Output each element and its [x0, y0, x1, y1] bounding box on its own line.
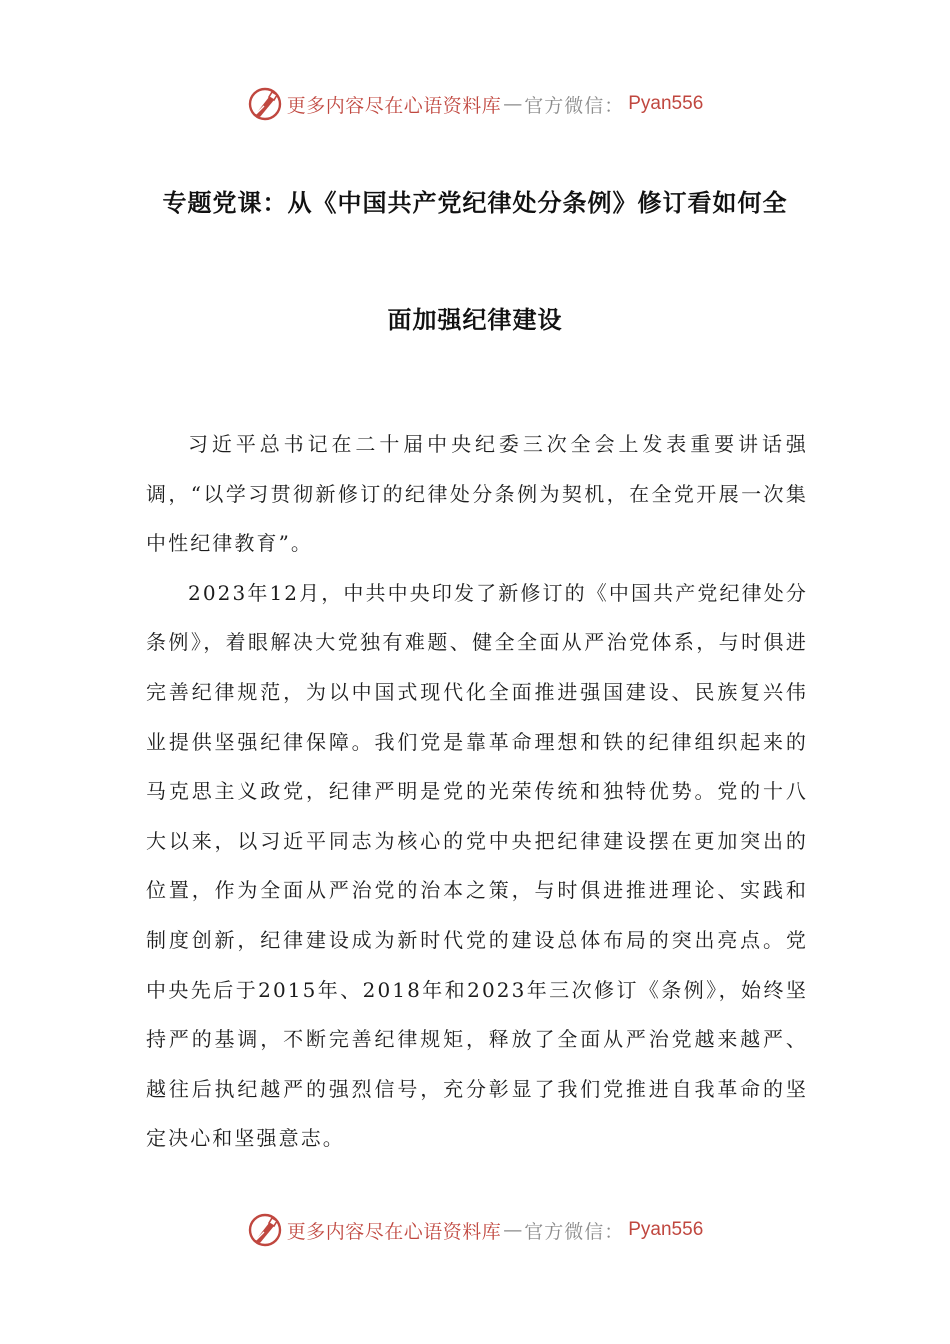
- footer-watermark: [0, 1210, 950, 1250]
- watermark-label: 官方微信：: [524, 1220, 625, 1243]
- watermark-dash: —: [503, 93, 523, 115]
- watermark-dash: —: [503, 1219, 523, 1241]
- watermark-wechat-id: Pyan556: [628, 1219, 704, 1240]
- paragraph-1: 习近平总书记在二十届中央纪委三次全会上发表重要讲话强调，“以学习贯彻新修订的纪律处分条例为契机，在全党开展一次集中性纪律教育”。: [146, 432, 808, 556]
- paragraph-2: 2023年12月，中共中央印发了新修订的《中国共产党纪律处分条例》，着眼解决大党独有难题、健全全面从严治党体系，与时俱进完善纪律规范，为以中国式现代化全面推进强国建设、民族复兴伟业提供坚强纪律保障。我们党是靠革命理想和铁的纪律组织起来的马克思主义政党，纪律严明是党的光荣传统和独特优势。党的十八大以来，以习近平同志为核心的党中央把纪律建设摆在更加突出的位置，作为全面从严治党的治本之策，与时俱进推进理论、实践和制度创新，纪律建设成为新时代党的建设总体布局的突出亮点。党中央先后于2015年、2018年和2023年三次修订《条例》，始终坚持严的基调，不断完善纪律规矩，释放了全面从严治党越来越严、越往后执纪越严的强烈信号，充分彰显了我们党推进自我革命的坚定决心和坚强意志。: [146, 580, 808, 1151]
- pen-nib-logo-icon: [247, 86, 283, 122]
- document-title-line-2: 面加强纪律建设: [387, 306, 563, 334]
- watermark-site-text: 更多内容尽在心语资料库: [286, 94, 502, 117]
- watermark-site-text: 更多内容尽在心语资料库: [286, 1220, 502, 1243]
- watermark-label: 官方微信：: [524, 94, 625, 117]
- document-title-line-1: 专题党课：从《中国共产党纪律处分条例》修订看如何全: [162, 189, 788, 217]
- watermark-wechat-id: Pyan556: [628, 93, 704, 114]
- header-watermark: [0, 84, 950, 124]
- document-body: [146, 420, 808, 1164]
- pen-nib-logo-icon: [247, 1212, 283, 1248]
